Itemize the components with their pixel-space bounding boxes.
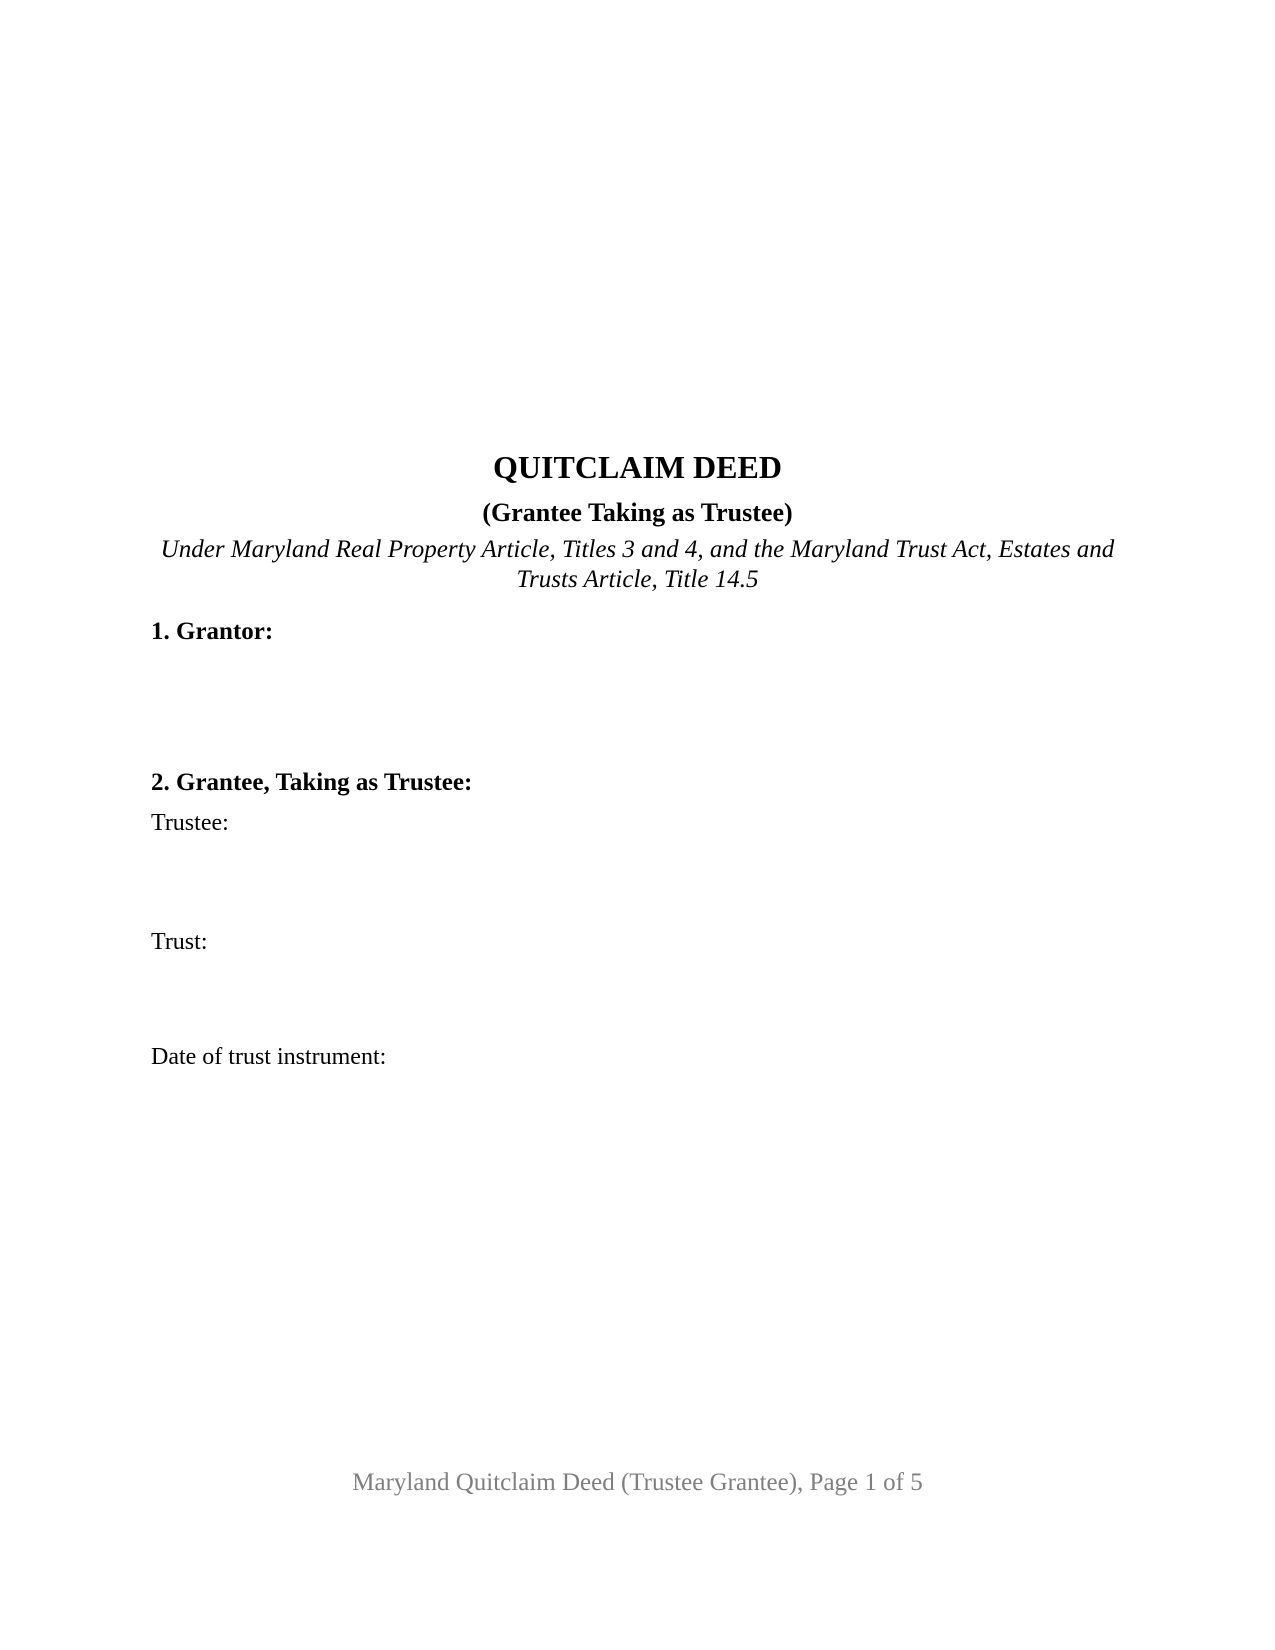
page-footer: Maryland Quitclaim Deed (Trustee Grantee), Page 1 of 5 [352,1469,923,1496]
document-title: QUITCLAIM DEED [493,449,782,485]
statutory-authority-line-2: Trusts Article, Title 14.5 [516,566,759,593]
trust-label: Trust: [151,929,208,955]
statutory-authority-line-1: Under Maryland Real Property Article, Titles 3 and 4, and the Maryland Trust Act, Estates and [160,536,1115,563]
grantee-heading: 2. Grantee, Taking as Trustee: [151,769,473,796]
trust-date-label: Date of trust instrument: [151,1044,387,1070]
grantor-heading: 1. Grantor: [151,618,274,645]
trustee-label: Trustee: [151,810,229,836]
document-subtitle: (Grantee Taking as Trustee) [482,498,793,527]
statutory-authority [150,535,1125,595]
